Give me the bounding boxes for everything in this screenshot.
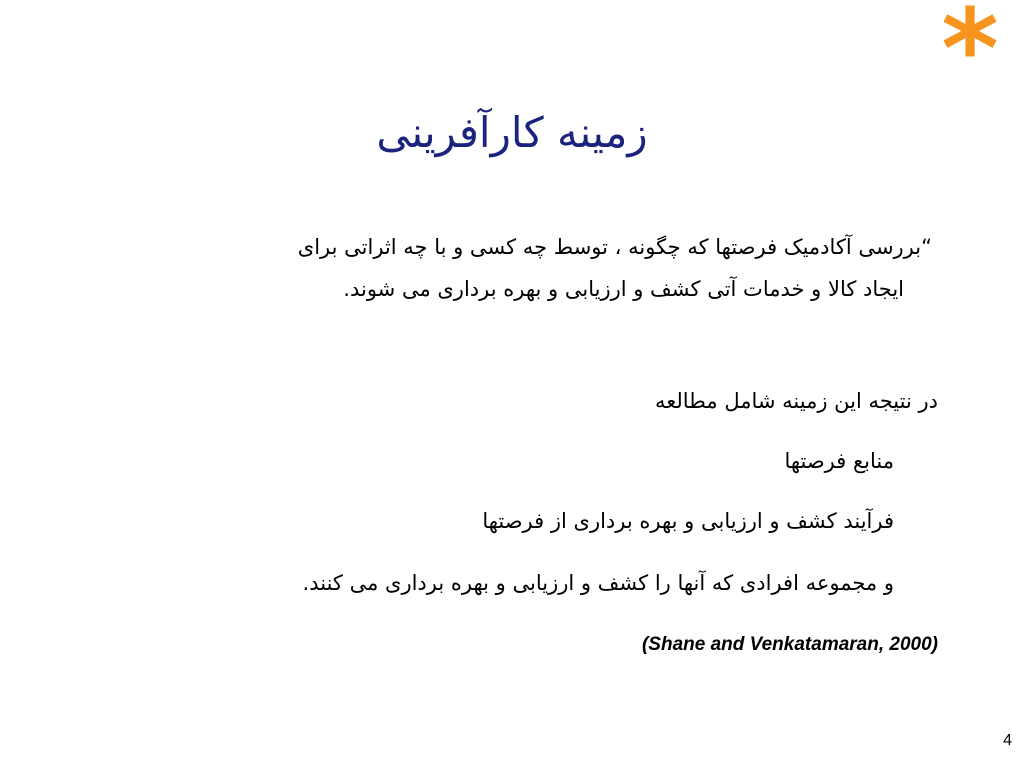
slide-title: زمینه کارآفرینی [376, 108, 648, 157]
definition-quote-line-2: ایجاد کالا و خدمات آتی کشف و ارزیابی و بهره برداری می شوند. [343, 277, 904, 301]
asterisk-decoration-icon: * [941, 0, 999, 113]
list-item: منابع فرصتها [784, 449, 894, 473]
page-number: 4 [1003, 732, 1012, 749]
definition-quote-line-1: “بررسی آکادمیک فرصتها که چگونه ، توسط چه کسی و با چه اثراتی برای [297, 235, 932, 259]
list-item: و مجموعه افرادی که آنها را کشف و ارزیابی و بهره برداری می کنند. [302, 571, 894, 595]
list-item: فرآیند کشف و ارزیابی و بهره برداری از فرصتها [482, 509, 894, 533]
field-scope-intro: در نتیجه این زمینه شامل مطالعه [655, 389, 938, 413]
citation: (Shane and Venkatamaran, 2000) [641, 634, 938, 655]
